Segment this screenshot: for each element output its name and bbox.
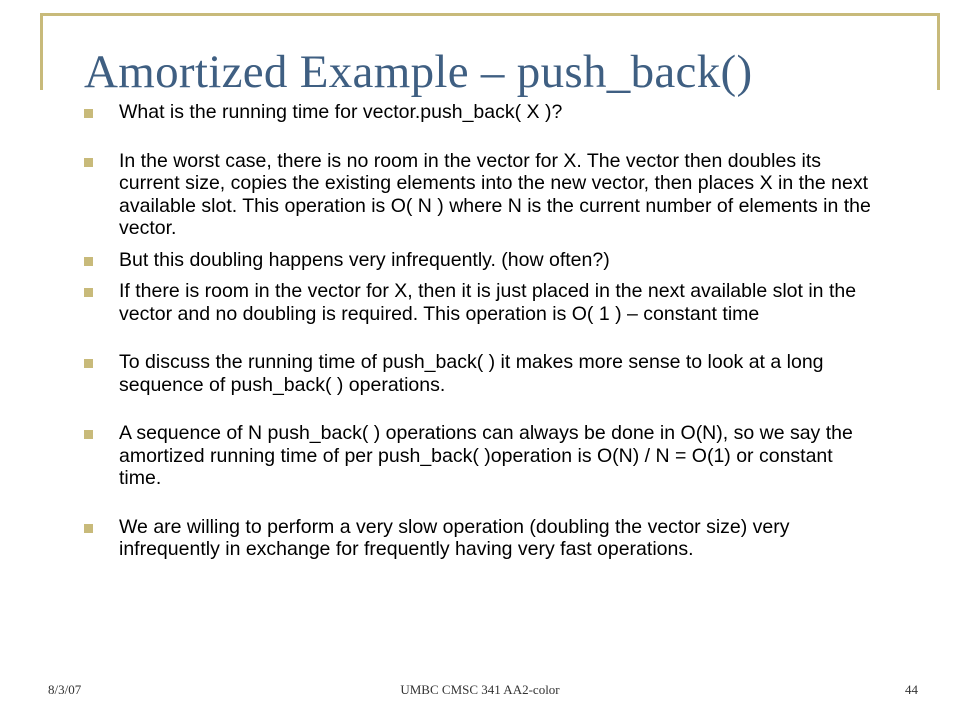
square-bullet-icon — [84, 257, 93, 266]
square-bullet-icon — [84, 359, 93, 368]
bullet-item — [80, 249, 880, 272]
bullet-text: In the worst case, there is no room in the vector for X. The vector then doubles its current size, copies the existing elements into the new vector, then places X in the next available slot. This operation is O( N ) where N is the current number of elements in the vector. — [119, 149, 871, 239]
bullet-item — [80, 150, 880, 240]
bullet-text: What is the running time for vector.push_back( X )? — [119, 101, 563, 123]
bullet-item — [80, 422, 880, 490]
footer-course-label: UMBC CMSC 341 AA2-color — [400, 682, 560, 697]
bullet-text: We are willing to perform a very slow operation (doubling the vector size) very infrequently in exchange for frequently having very fast operations. — [119, 515, 790, 560]
bullet-list — [80, 95, 880, 561]
square-bullet-icon — [84, 430, 93, 439]
footer-page-number: 44 — [905, 682, 918, 697]
bullet-text: But this doubling happens very infrequently. (how often?) — [119, 248, 610, 271]
bullet-text: To discuss the running time of push_back( ) it makes more sense to look at a long sequence of push_back( ) operations. — [119, 351, 824, 396]
frame-right-line — [937, 13, 940, 90]
slide-title: Amortized Example – push_back() — [84, 46, 753, 98]
bullet-item — [80, 101, 880, 124]
square-bullet-icon — [84, 524, 93, 533]
bullet-text: A sequence of N push_back( ) operations can always be done in O(N), so we say the amortized running time of per push_back( )operation is O(N) / N = O(1) or constant time. — [119, 422, 853, 489]
frame-left-line — [40, 13, 43, 90]
bullet-item — [80, 280, 880, 325]
square-bullet-icon — [84, 288, 93, 297]
footer-date: 8/3/07 — [48, 682, 82, 697]
square-bullet-icon — [84, 109, 93, 118]
bullet-text: If there is room in the vector for X, then it is just placed in the next available slot in the vector and no doubling is required. This operation is O( 1 ) – constant time — [119, 280, 857, 325]
frame-top-line — [40, 13, 940, 16]
bullet-item — [80, 516, 880, 561]
bullet-item — [80, 351, 880, 396]
square-bullet-icon — [84, 158, 93, 167]
